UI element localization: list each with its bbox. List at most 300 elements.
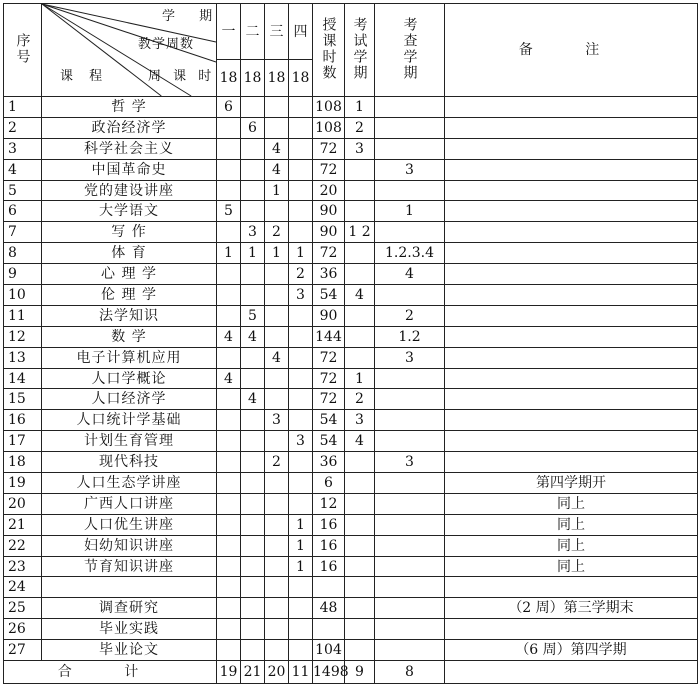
remark — [445, 368, 698, 389]
semester-4-hours — [289, 577, 313, 598]
semester-3-hours — [265, 619, 289, 640]
semester-1-hours: 5 — [217, 201, 241, 222]
remark — [445, 619, 698, 640]
weeks-semester-2: 18 — [241, 60, 265, 97]
teaching-hours-header — [313, 4, 345, 97]
assessment-semester — [375, 640, 445, 661]
semester-1-hours — [217, 473, 241, 494]
course-name: 毕业论文 — [42, 640, 217, 661]
semester-3-hours — [265, 201, 289, 222]
semester-3-header: 三 — [265, 4, 289, 60]
course-name: 大学语文 — [42, 201, 217, 222]
semester-1-hours — [217, 159, 241, 180]
remark — [445, 431, 698, 452]
diag-label-weeks: 教学周数 — [138, 37, 195, 52]
semester-3-hours — [265, 598, 289, 619]
exam-semester — [345, 159, 375, 180]
course-name: 调查研究 — [42, 598, 217, 619]
exam-semester — [345, 640, 375, 661]
assessment-semester — [375, 577, 445, 598]
row-number: 12 — [4, 326, 42, 347]
table-row — [4, 243, 698, 264]
table-row — [4, 117, 698, 138]
weeks-semester-4: 18 — [289, 60, 313, 97]
semester-3-hours: 2 — [265, 452, 289, 473]
exam-semester: 2 — [345, 389, 375, 410]
semester-1-hours: 4 — [217, 326, 241, 347]
teaching-hours — [313, 577, 345, 598]
remark — [445, 285, 698, 306]
teaching-hours: 104 — [313, 640, 345, 661]
semester-3-hours: 4 — [265, 138, 289, 159]
assessment-semester — [375, 556, 445, 577]
course-name: 伦 理 学 — [42, 285, 217, 306]
semester-1-hours — [217, 222, 241, 243]
total-exam: 9 — [345, 661, 375, 684]
semester-2-hours — [241, 347, 265, 368]
semester-3-hours — [265, 368, 289, 389]
assessment-semester: 1 — [375, 201, 445, 222]
row-number: 21 — [4, 514, 42, 535]
row-number: 18 — [4, 452, 42, 473]
semester-1-hours — [217, 305, 241, 326]
semester-1-hours — [217, 431, 241, 452]
row-number: 25 — [4, 598, 42, 619]
total-teaching-hours: 1498 — [313, 661, 345, 684]
exam-semester — [345, 535, 375, 556]
semester-1-hours — [217, 556, 241, 577]
semester-4-hours — [289, 368, 313, 389]
semester-2-hours — [241, 264, 265, 285]
teaching-hours: 72 — [313, 138, 345, 159]
semester-4-hours — [289, 473, 313, 494]
semester-1-hours — [217, 264, 241, 285]
diagonal-header-cell — [42, 4, 223, 97]
exam-semester — [345, 493, 375, 514]
total-semester-1: 19 — [217, 661, 241, 684]
remark: 同上 — [445, 535, 698, 556]
exam-semester — [345, 577, 375, 598]
row-number: 8 — [4, 243, 42, 264]
assessment-semester — [375, 598, 445, 619]
semester-4-hours — [289, 619, 313, 640]
semester-4-hours: 3 — [289, 431, 313, 452]
semester-2-hours — [241, 556, 265, 577]
semester-1-hours: 4 — [217, 368, 241, 389]
semester-1-hours — [217, 640, 241, 661]
semester-4-hours — [289, 201, 313, 222]
remarks-header — [445, 4, 698, 97]
table-row — [4, 326, 698, 347]
semester-2-hours — [241, 577, 265, 598]
semester-2-header: 二 — [241, 4, 265, 60]
teaching-hours: 54 — [313, 431, 345, 452]
remarks-label: 备 注 — [518, 42, 624, 58]
remark — [445, 264, 698, 285]
semester-4-hours: 1 — [289, 514, 313, 535]
semester-2-hours: 4 — [241, 389, 265, 410]
total-semester-3: 20 — [265, 661, 289, 684]
total-row — [4, 661, 698, 684]
course-name: 人口生态学讲座 — [42, 473, 217, 494]
assessment-semester-label: 考查学期 — [401, 16, 418, 81]
assessment-semester — [375, 493, 445, 514]
semester-2-hours — [241, 598, 265, 619]
teaching-hours: 144 — [313, 326, 345, 347]
row-number: 5 — [4, 180, 42, 201]
assessment-semester: 1.2.3.4 — [375, 243, 445, 264]
exam-semester — [345, 243, 375, 264]
exam-semester — [345, 619, 375, 640]
weeks-semester-3: 18 — [265, 60, 289, 97]
total-semester-2: 21 — [241, 661, 265, 684]
exam-semester: 1 — [345, 368, 375, 389]
table-row — [4, 640, 698, 661]
semester-4-hours — [289, 305, 313, 326]
semester-4-hours — [289, 410, 313, 431]
table-row — [4, 159, 698, 180]
table-row — [4, 535, 698, 556]
semester-3-hours — [265, 514, 289, 535]
exam-semester — [345, 598, 375, 619]
semester-4-hours — [289, 138, 313, 159]
semester-4-hours — [289, 97, 313, 118]
course-name: 计划生育管理 — [42, 431, 217, 452]
row-number: 9 — [4, 264, 42, 285]
remark: （2 周）第三学期末 — [445, 598, 698, 619]
row-number: 14 — [4, 368, 42, 389]
remark — [445, 326, 698, 347]
semester-1-hours — [217, 598, 241, 619]
teaching-hours: 72 — [313, 159, 345, 180]
semester-4-hours — [289, 389, 313, 410]
row-number: 27 — [4, 640, 42, 661]
assessment-semester: 4 — [375, 264, 445, 285]
semester-4-hours — [289, 452, 313, 473]
exam-semester — [345, 201, 375, 222]
exam-semester: 3 — [345, 138, 375, 159]
header-row-1 — [4, 4, 698, 60]
total-label: 合 计 — [4, 661, 217, 684]
assessment-semester — [375, 473, 445, 494]
semester-3-hours — [265, 473, 289, 494]
course-name: 人口优生讲座 — [42, 514, 217, 535]
exam-semester — [345, 264, 375, 285]
course-name: 电子计算机应用 — [42, 347, 217, 368]
course-name: 广西人口讲座 — [42, 493, 217, 514]
exam-semester — [345, 326, 375, 347]
semester-3-hours — [265, 117, 289, 138]
teaching-hours: 16 — [313, 556, 345, 577]
assessment-semester — [375, 222, 445, 243]
total-remark — [445, 661, 698, 684]
table-row — [4, 264, 698, 285]
semester-2-hours: 4 — [241, 326, 265, 347]
exam-semester — [345, 180, 375, 201]
row-number: 26 — [4, 619, 42, 640]
semester-2-hours — [241, 285, 265, 306]
course-name: 人口经济学 — [42, 389, 217, 410]
remark — [445, 389, 698, 410]
course-name: 毕业实践 — [42, 619, 217, 640]
course-name: 中国革命史 — [42, 159, 217, 180]
exam-semester — [345, 347, 375, 368]
teaching-hours: 54 — [313, 285, 345, 306]
semester-4-hours — [289, 117, 313, 138]
semester-1-hours: 1 — [217, 243, 241, 264]
remark: （6 周）第四学期 — [445, 640, 698, 661]
assessment-semester: 3 — [375, 347, 445, 368]
semester-3-hours — [265, 556, 289, 577]
remark — [445, 243, 698, 264]
remark — [445, 117, 698, 138]
course-name: 科学社会主义 — [42, 138, 217, 159]
table-row — [4, 452, 698, 473]
exam-semester-header — [345, 4, 375, 97]
diag-label-hours: 周 课 时 — [148, 69, 216, 84]
assessment-semester — [375, 97, 445, 118]
exam-semester: 4 — [345, 431, 375, 452]
semester-3-hours — [265, 535, 289, 556]
row-number: 11 — [4, 305, 42, 326]
remark — [445, 410, 698, 431]
course-name: 妇幼知识讲座 — [42, 535, 217, 556]
remark — [445, 452, 698, 473]
semester-3-hours — [265, 493, 289, 514]
assessment-semester — [375, 138, 445, 159]
assessment-semester — [375, 180, 445, 201]
semester-3-hours — [265, 305, 289, 326]
semester-2-hours — [241, 431, 265, 452]
teaching-hours: 90 — [313, 222, 345, 243]
seq-header — [4, 4, 42, 97]
semester-3-hours: 2 — [265, 222, 289, 243]
row-number: 10 — [4, 285, 42, 306]
semester-2-hours — [241, 514, 265, 535]
semester-2-hours — [241, 473, 265, 494]
course-name: 人口学概论 — [42, 368, 217, 389]
assessment-semester: 2 — [375, 305, 445, 326]
assessment-semester — [375, 619, 445, 640]
exam-semester — [345, 305, 375, 326]
semester-2-hours: 6 — [241, 117, 265, 138]
semester-3-hours — [265, 431, 289, 452]
table-row — [4, 138, 698, 159]
assessment-semester: 3 — [375, 159, 445, 180]
table-row — [4, 514, 698, 535]
assessment-semester — [375, 368, 445, 389]
table-row — [4, 368, 698, 389]
course-name: 人口统计学基础 — [42, 410, 217, 431]
remark: 第四学期开 — [445, 473, 698, 494]
row-number: 24 — [4, 577, 42, 598]
assessment-semester — [375, 535, 445, 556]
exam-semester-label: 考试学期 — [351, 16, 368, 81]
semester-3-hours — [265, 326, 289, 347]
semester-4-hours — [289, 598, 313, 619]
semester-3-hours: 3 — [265, 410, 289, 431]
course-name: 数 学 — [42, 326, 217, 347]
semester-2-hours — [241, 138, 265, 159]
remark: 同上 — [445, 556, 698, 577]
semester-1-hours — [217, 347, 241, 368]
semester-4-hours: 3 — [289, 285, 313, 306]
table-row — [4, 180, 698, 201]
table-row — [4, 493, 698, 514]
semester-3-hours: 4 — [265, 159, 289, 180]
semester-2-hours: 1 — [241, 243, 265, 264]
remark — [445, 347, 698, 368]
semester-1-hours — [217, 389, 241, 410]
semester-4-hours — [289, 222, 313, 243]
table-row — [4, 473, 698, 494]
table-row — [4, 305, 698, 326]
semester-4-header: 四 — [289, 4, 313, 60]
semester-3-hours: 1 — [265, 180, 289, 201]
semester-1-hours — [217, 535, 241, 556]
semester-4-hours: 1 — [289, 535, 313, 556]
row-number: 16 — [4, 410, 42, 431]
teaching-hours: 108 — [313, 117, 345, 138]
assessment-semester — [375, 389, 445, 410]
exam-semester: 1 — [345, 97, 375, 118]
exam-semester — [345, 452, 375, 473]
total-semester-4: 11 — [289, 661, 313, 684]
course-name: 党的建设讲座 — [42, 180, 217, 201]
semester-2-hours — [241, 159, 265, 180]
course-name: 体 育 — [42, 243, 217, 264]
table-row — [4, 201, 698, 222]
semester-3-hours — [265, 97, 289, 118]
semester-2-hours — [241, 619, 265, 640]
semester-3-hours — [265, 264, 289, 285]
course-name: 哲 学 — [42, 97, 217, 118]
semester-2-hours: 3 — [241, 222, 265, 243]
semester-2-hours — [241, 640, 265, 661]
teaching-hours: 12 — [313, 493, 345, 514]
weeks-semester-1: 18 — [217, 60, 241, 97]
teaching-hours: 16 — [313, 514, 345, 535]
table-row — [4, 577, 698, 598]
semester-1-hours — [217, 410, 241, 431]
remark: 同上 — [445, 514, 698, 535]
semester-3-hours: 4 — [265, 347, 289, 368]
row-number: 7 — [4, 222, 42, 243]
total-assessment: 8 — [375, 661, 445, 684]
table-row — [4, 97, 698, 118]
semester-2-hours — [241, 535, 265, 556]
teaching-hours: 108 — [313, 97, 345, 118]
assessment-semester — [375, 410, 445, 431]
row-number: 23 — [4, 556, 42, 577]
diag-label-semester: 学 期 — [162, 9, 223, 24]
remark — [445, 97, 698, 118]
row-number: 1 — [4, 97, 42, 118]
semester-2-hours — [241, 201, 265, 222]
semester-4-hours — [289, 347, 313, 368]
row-number: 4 — [4, 159, 42, 180]
diag-label-course: 课 程 — [60, 69, 109, 84]
row-number: 13 — [4, 347, 42, 368]
course-name: 政治经济学 — [42, 117, 217, 138]
semester-4-hours: 1 — [289, 243, 313, 264]
course-name: 心 理 学 — [42, 264, 217, 285]
remark — [445, 159, 698, 180]
row-number: 19 — [4, 473, 42, 494]
table-row — [4, 389, 698, 410]
row-number: 2 — [4, 117, 42, 138]
teaching-hours: 90 — [313, 201, 345, 222]
teaching-hours: 72 — [313, 389, 345, 410]
row-number: 15 — [4, 389, 42, 410]
semester-3-hours — [265, 285, 289, 306]
teaching-hours: 36 — [313, 264, 345, 285]
semester-1-hours — [217, 577, 241, 598]
semester-4-hours — [289, 180, 313, 201]
semester-3-hours: 1 — [265, 243, 289, 264]
row-number: 17 — [4, 431, 42, 452]
semester-1-hours — [217, 285, 241, 306]
semester-1-hours — [217, 514, 241, 535]
remark: 同上 — [445, 493, 698, 514]
exam-semester — [345, 473, 375, 494]
course-name: 法学知识 — [42, 305, 217, 326]
semester-1-hours — [217, 138, 241, 159]
course-name — [42, 577, 217, 598]
teaching-hours: 90 — [313, 305, 345, 326]
table-row — [4, 410, 698, 431]
table-row — [4, 347, 698, 368]
teaching-hours — [313, 619, 345, 640]
semester-1-hours: 6 — [217, 97, 241, 118]
table-row — [4, 556, 698, 577]
semester-1-hours — [217, 117, 241, 138]
remark — [445, 222, 698, 243]
semester-1-hours — [217, 493, 241, 514]
course-name: 现代科技 — [42, 452, 217, 473]
teaching-hours: 6 — [313, 473, 345, 494]
semester-3-hours — [265, 389, 289, 410]
semester-4-hours — [289, 493, 313, 514]
exam-semester: 4 — [345, 285, 375, 306]
teaching-hours: 36 — [313, 452, 345, 473]
assessment-semester: 3 — [375, 452, 445, 473]
row-number: 22 — [4, 535, 42, 556]
semester-4-hours — [289, 326, 313, 347]
teaching-hours: 48 — [313, 598, 345, 619]
remark — [445, 138, 698, 159]
row-number: 6 — [4, 201, 42, 222]
assessment-semester — [375, 285, 445, 306]
semester-3-hours — [265, 640, 289, 661]
semester-2-hours — [241, 493, 265, 514]
remark — [445, 577, 698, 598]
exam-semester — [345, 514, 375, 535]
semester-2-hours — [241, 368, 265, 389]
semester-4-hours: 2 — [289, 264, 313, 285]
semester-4-hours: 1 — [289, 556, 313, 577]
teaching-hours: 72 — [313, 347, 345, 368]
table-row — [4, 285, 698, 306]
teaching-hours: 72 — [313, 368, 345, 389]
exam-semester — [345, 556, 375, 577]
course-name: 节育知识讲座 — [42, 556, 217, 577]
remark — [445, 201, 698, 222]
semester-1-header: 一 — [217, 4, 241, 60]
course-name: 写 作 — [42, 222, 217, 243]
semester-1-hours — [217, 619, 241, 640]
assessment-semester — [375, 117, 445, 138]
